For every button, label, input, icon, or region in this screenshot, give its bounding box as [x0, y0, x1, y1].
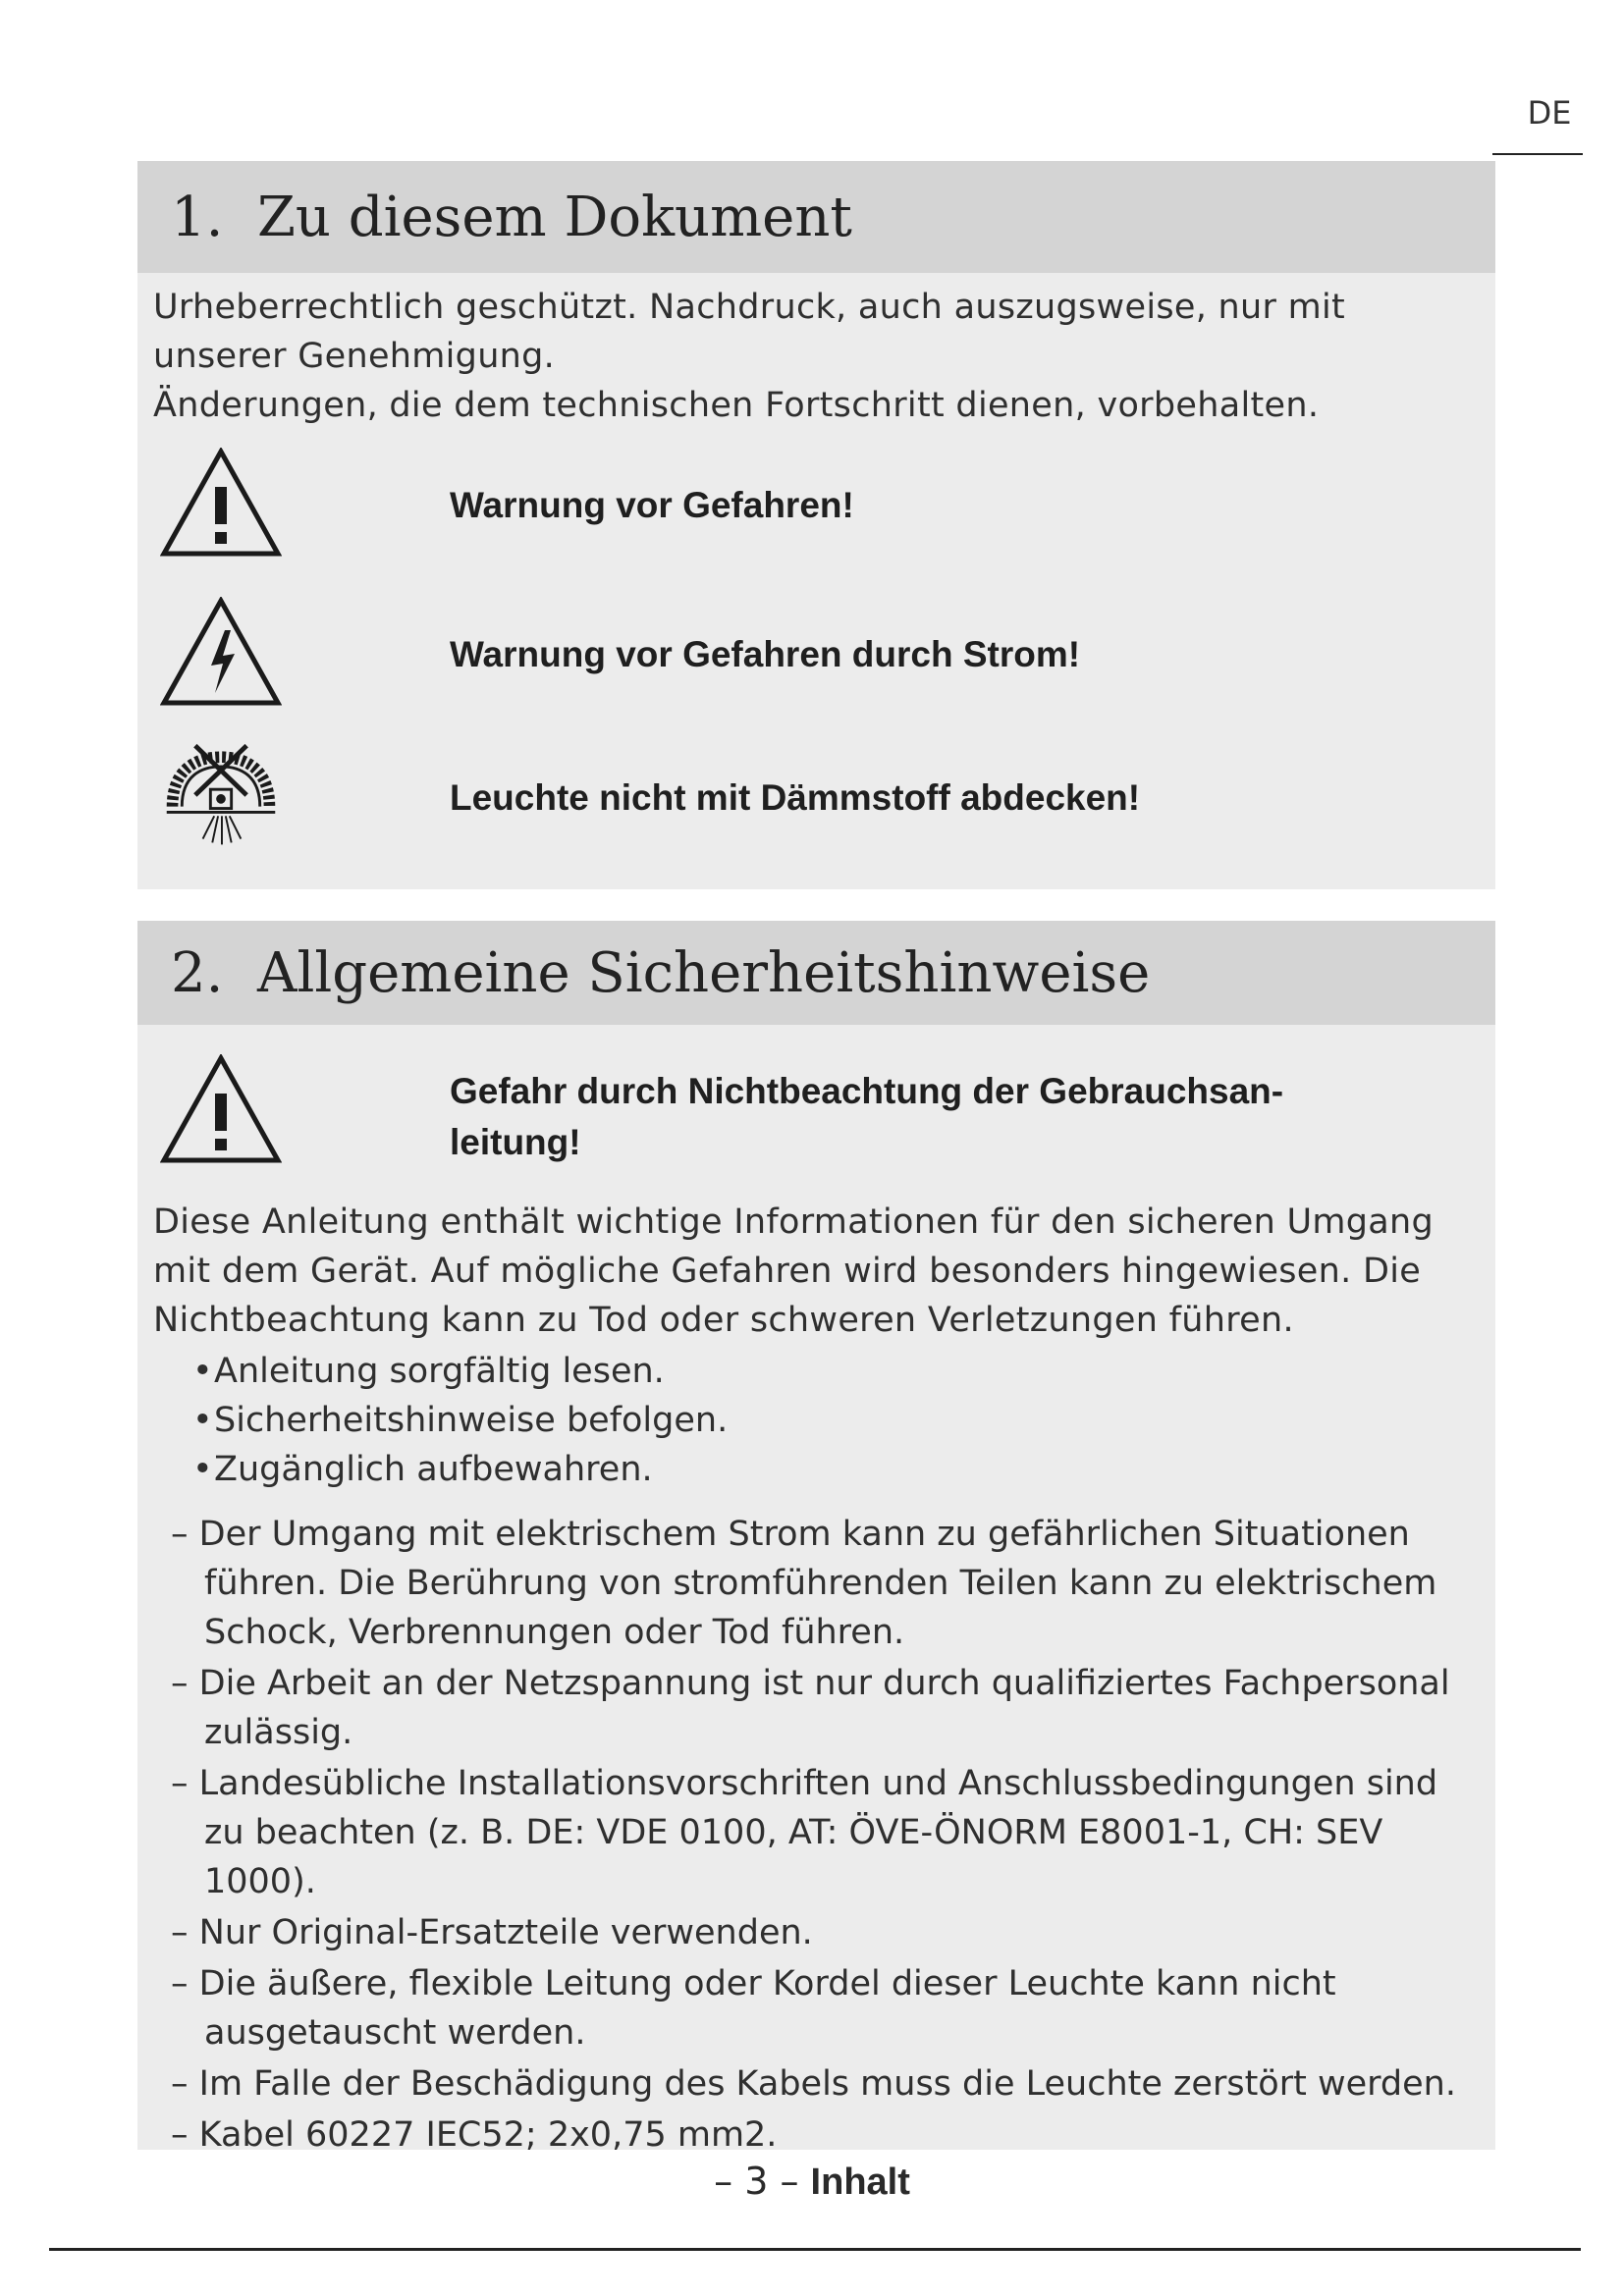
warning-label-line: Gefahr durch Nichtbeachtung der Gebrauchsan-: [450, 1071, 1284, 1111]
paragraph: Urheberrechtlich geschützt. Nachdruck, auch auszugsweise, nur mit unserer Genehmigung.: [153, 288, 1346, 376]
warning-label-line: leitung!: [450, 1122, 581, 1162]
warning-triangle-icon: [159, 1052, 283, 1166]
list-item: – Die Arbeit an der Netzspannung ist nur durch qualifiziertes Fachpersonal zulässig.: [171, 1664, 1450, 1752]
section-safety-instructions: [137, 921, 1495, 2155]
warning-triangle-icon: [159, 446, 283, 560]
intro-text: [153, 1198, 1456, 1345]
page-number: – 3 –: [714, 2160, 799, 2203]
list-item: •Zugänglich aufbewahren.: [192, 1450, 653, 1489]
section-number: 1.: [171, 185, 224, 249]
list-item: •Sicherheitshinweise befolgen.: [192, 1401, 729, 1440]
symbol-row: [159, 738, 283, 852]
warning-row: [159, 1052, 283, 1166]
symbol-label: Warnung vor Gefahren!: [450, 485, 854, 525]
symbol-label: Warnung vor Gefahren durch Strom!: [450, 634, 1081, 674]
language-tag: DE: [1527, 94, 1572, 132]
section-about-document: [137, 161, 1495, 889]
list-item: – Im Falle der Beschädigung des Kabels muss die Leuchte zerstört werden.: [171, 2064, 1456, 2104]
no-insulation-cover-icon: [159, 738, 283, 852]
electric-hazard-icon: [159, 595, 283, 709]
footer-rule: [49, 2248, 1581, 2251]
list-item: – Kabel 60227 IEC52; 2x0,75 mm2.: [171, 2115, 778, 2155]
list-item: – Die äußere, flexible Leitung oder Kordel dieser Leuchte kann nicht ausgetauscht werden.: [171, 1964, 1336, 2053]
section-title: Zu diesem Dokument: [257, 185, 852, 249]
section-heading: [137, 921, 1495, 1025]
list-item: – Landesübliche Installationsvorschriften und Anschlussbedingungen sind zu beachten (z. B. DE: VDE 0100, AT: ÖVE-ÖNORM E8001-1, CH: SEV 1000).: [171, 1764, 1438, 1901]
dash-list: [153, 1510, 1482, 2162]
list-item: – Nur Original-Ersatzteile verwenden.: [171, 1913, 813, 1952]
page-footer: [0, 2160, 1624, 2204]
section-title: Allgemeine Sicherheitshinweise: [257, 940, 1151, 1005]
language-tag-underline: [1492, 153, 1583, 155]
section-number: 2.: [171, 940, 224, 1005]
warning-label: [450, 1066, 1283, 1168]
paragraph: Änderungen, die dem technischen Fortschritt dienen, vorbehalten.: [153, 386, 1320, 425]
symbol-row: [159, 446, 283, 560]
symbol-label: Leuchte nicht mit Dämmstoff abdecken!: [450, 777, 1141, 818]
list-item: •Anleitung sorgfältig lesen.: [192, 1352, 665, 1391]
symbol-row: [159, 595, 283, 709]
copyright-text: [153, 283, 1476, 430]
paragraph: Diese Anleitung enthält wichtige Informationen für den sicheren Umgang mit dem Gerät. Auf mögliche Gefahren wird besonders hingewiesen. Die Nichtbeachtung kann zu Tod oder schweren Verletzungen führen.: [153, 1202, 1435, 1340]
section-heading: [137, 161, 1495, 273]
footer-link-contents[interactable]: Inhalt: [810, 2162, 910, 2203]
list-item: – Der Umgang mit elektrischem Strom kann zu gefährlichen Situationen führen. Die Berührung von stromführenden Teilen kann zu elektrischem Schock, Verbrennungen oder Tod führen.: [171, 1515, 1437, 1652]
bullet-list: [153, 1347, 1482, 1494]
